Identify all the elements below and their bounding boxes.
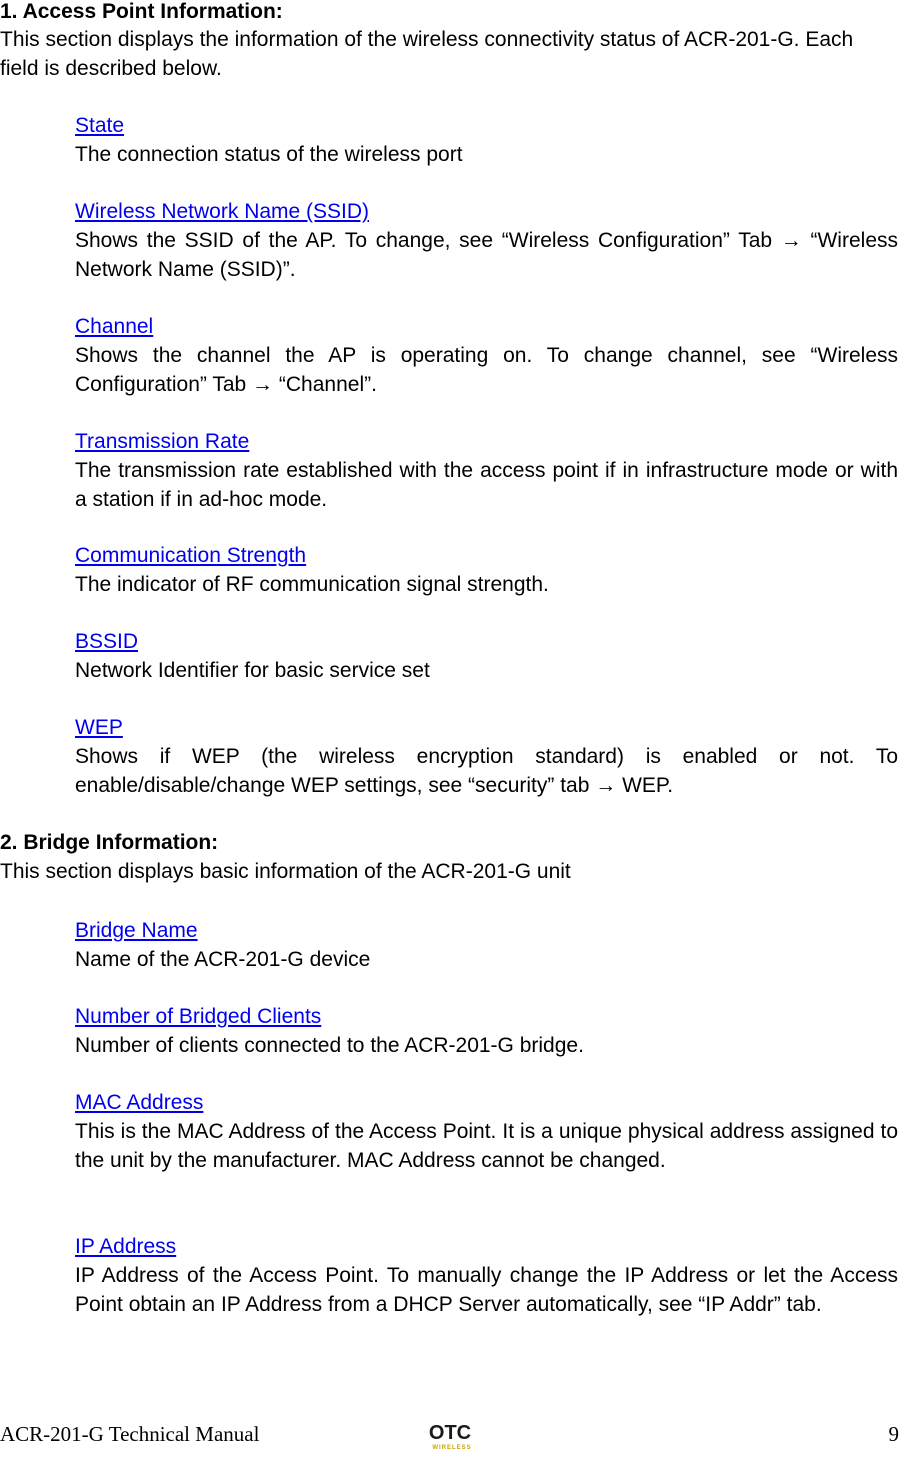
field-title-link[interactable]: Bridge Name <box>75 919 198 942</box>
field-communication-strength <box>75 541 898 599</box>
field-description: Shows if WEP (the wireless encryption standard) is enabled or not. To enable/disable/change WEP settings, see “security” tab → WEP. <box>75 745 898 797</box>
field-wep <box>75 713 898 800</box>
field-description: Shows the channel the AP is operating on. To change channel, see “Wireless Configuration” Tab → “Channel”. <box>75 344 898 396</box>
otc-wireless-logo <box>416 1420 484 1452</box>
field-description: Network Identifier for basic service set <box>75 659 430 682</box>
field-channel <box>75 312 898 399</box>
section-2-heading: 2. Bridge Information: <box>0 831 219 854</box>
field-title-link[interactable]: BSSID <box>75 630 139 653</box>
page-number: 9 <box>888 1422 899 1446</box>
field-description: Number of clients connected to the ACR-201-G bridge. <box>75 1034 584 1057</box>
field-description: The connection status of the wireless port <box>75 143 463 166</box>
field-description: Shows the SSID of the AP. To change, see “Wireless Configuration” Tab → “Wireless Network Name (SSID)”. <box>75 229 898 281</box>
field-description: This is the MAC Address of the Access Point. It is a unique physical address assigned to the unit by the manufacturer. MAC Address cannot be changed. <box>75 1120 898 1172</box>
field-description: The indicator of RF communication signal strength. <box>75 573 549 596</box>
field-mac-address <box>75 1088 898 1175</box>
field-title-link[interactable]: Communication Strength <box>75 544 307 567</box>
field-title-link[interactable]: Transmission Rate <box>75 430 250 453</box>
otc-logo-icon <box>416 1420 484 1452</box>
field-ssid <box>75 197 898 284</box>
field-ip-address <box>75 1232 898 1319</box>
field-description: IP Address of the Access Point. To manually change the IP Address or let the Access Point obtain an IP Address from a DHCP Server automatically, see “IP Addr” tab. <box>75 1264 898 1316</box>
field-bssid <box>75 627 898 685</box>
field-title-link[interactable]: MAC Address <box>75 1091 204 1114</box>
logo-text: OTC <box>428 1422 472 1444</box>
section-1-intro: This section displays the information of the wireless connectivity status of ACR-201-G. Each field is described below. <box>0 28 854 80</box>
field-bridge-name <box>75 916 898 974</box>
field-description: Name of the ACR-201-G device <box>75 948 371 971</box>
field-title-link[interactable]: Wireless Network Name (SSID) <box>75 200 370 223</box>
section-1-heading: 1. Access Point Information: <box>0 0 283 23</box>
field-title-link[interactable]: State <box>75 114 125 137</box>
section-2-intro: This section displays basic information of the ACR-201-G unit <box>0 860 571 883</box>
logo-subtext: WIRELESS <box>432 1445 472 1451</box>
footer-manual-title: ACR-201-G Technical Manual <box>0 1422 260 1446</box>
field-transmission-rate <box>75 427 898 514</box>
field-state <box>75 111 898 169</box>
field-bridged-clients <box>75 1002 898 1060</box>
field-title-link[interactable]: WEP <box>75 716 123 739</box>
field-title-link[interactable]: Channel <box>75 315 154 338</box>
field-title-link[interactable]: IP Address <box>75 1235 177 1258</box>
field-title-link[interactable]: Number of Bridged Clients <box>75 1005 322 1028</box>
field-description: The transmission rate established with the access point if in infrastructure mode or with a station if in ad-hoc mode. <box>75 459 898 511</box>
